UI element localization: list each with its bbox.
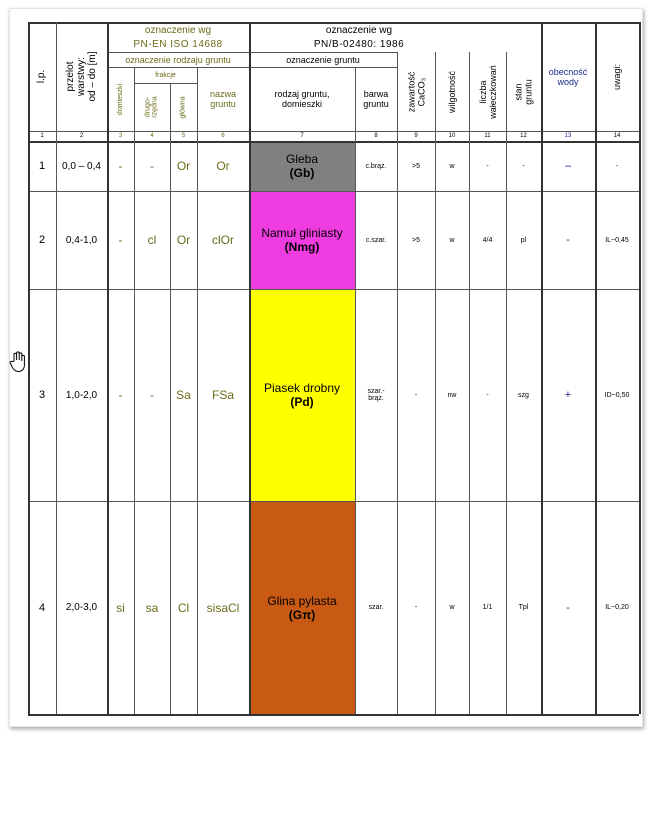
header-iso-norm: PN-EN ISO 14688 <box>133 39 223 50</box>
row-2-uwagi: IL~0,45 <box>605 236 629 244</box>
soil-name: Piasek drobny <box>263 381 341 395</box>
column-number-1: 1 <box>40 133 44 139</box>
row-1-stan: - <box>522 162 525 170</box>
header-domieszki <box>107 67 134 131</box>
row-4-glowna: Cl <box>177 600 190 615</box>
row-3-drugo: - <box>150 388 154 402</box>
table-h-rule <box>28 714 639 716</box>
header-pn-title: oznaczenie wg <box>325 24 393 36</box>
row-3-lp: 3 <box>38 389 46 401</box>
row-2-caco3: >5 <box>412 236 420 244</box>
header-drugorzedna-text: drugo- rzędna <box>145 96 159 118</box>
table-h-rule <box>28 22 639 24</box>
row-2-woda: - <box>566 234 570 246</box>
row-4-lp: 4 <box>38 601 46 614</box>
table-v-rule <box>397 52 398 714</box>
header-pn-sub: oznaczenie gruntu <box>286 54 360 65</box>
column-number-13: 13 <box>564 133 572 139</box>
row-1-woda: – <box>564 160 572 172</box>
row-2-stan: pl <box>520 236 527 244</box>
header-liczba-text: liczba wałeczkowań <box>477 64 498 119</box>
header-lp-text: l.p. <box>36 69 48 84</box>
soil-name: Namuł gliniasty <box>261 226 343 240</box>
row-4-stan: Tpl <box>518 604 529 611</box>
row-3-glowna: Sa <box>176 388 191 402</box>
table-v-rule <box>595 22 597 714</box>
column-number-12: 12 <box>520 133 527 139</box>
soil-name-cell <box>249 501 355 714</box>
row-1-dom: - <box>118 159 123 173</box>
row-4-woda: - <box>566 601 570 614</box>
table-h-rule <box>134 83 197 84</box>
column-number-6: 6 <box>221 133 225 139</box>
row-2-przelot: 0,4-1,0 <box>65 234 98 246</box>
header-zawartosc <box>397 52 435 131</box>
table-v-rule <box>56 22 57 714</box>
row-1-lp: 1 <box>38 160 46 172</box>
row-2-liczba: 4/4 <box>482 236 493 244</box>
table-h-rule <box>28 191 639 192</box>
row-1-wilg: w <box>449 162 455 170</box>
column-number-5: 5 <box>181 133 186 139</box>
row-1-barwa: c.brąz. <box>365 162 387 170</box>
row-4-barwa: szar. <box>368 604 384 611</box>
header-lp <box>28 22 56 131</box>
table-h-rule <box>107 52 249 53</box>
row-3-liczba: - <box>486 391 489 399</box>
row-3-nazwa: FSa <box>211 388 234 402</box>
header-stan-text: stan gruntu <box>513 78 534 105</box>
row-4-przelot: 2,0-3,0 <box>65 602 98 613</box>
row-2-lp: 2 <box>38 234 46 246</box>
row-3-dom: - <box>118 388 123 402</box>
header-woda: obecność wody <box>548 66 588 87</box>
header-pn-norm: PN/B-02480: 1986 <box>313 39 405 50</box>
row-4-nazwa: sisaCl <box>206 600 240 615</box>
table-v-rule <box>249 22 251 714</box>
header-przelot <box>56 22 107 131</box>
row-2-dom: - <box>118 233 123 247</box>
header-wilgotnosc-text: wilgotność <box>447 70 457 113</box>
table-h-rule <box>28 141 639 143</box>
column-number-7: 7 <box>300 133 304 139</box>
table-v-rule <box>197 67 198 714</box>
column-number-9: 9 <box>414 133 418 139</box>
soil-name-cell <box>249 289 355 501</box>
row-2-drugo: cl <box>147 233 157 247</box>
header-uwagi <box>595 22 639 131</box>
soil-code: (Nmg) <box>284 240 320 254</box>
row-1-glowna: Or <box>176 159 191 173</box>
table-v-rule <box>355 67 356 714</box>
header-glowna <box>170 83 197 131</box>
header-przelot-text: przelot warstwy: od – do [m] <box>65 51 98 102</box>
header-iso-sub: oznaczenie rodzaju gruntu <box>125 54 231 65</box>
table-v-rule <box>541 22 543 714</box>
row-1-przelot: 0,0 – 0,4 <box>62 160 101 172</box>
header-barwa: barwa gruntu <box>363 89 389 109</box>
header-domieszki-text: domieszki <box>117 83 124 115</box>
header-zawartosc-text: zawartość CaCO₃ <box>406 71 427 112</box>
header-nazwa: nazwa gruntu <box>209 89 236 109</box>
header-stan <box>506 52 541 131</box>
table-v-rule <box>170 83 171 714</box>
row-4-wilg: w <box>449 604 455 611</box>
table-v-rule <box>506 52 507 714</box>
row-3-uwagi: ID~0,50 <box>604 391 630 399</box>
column-number-10: 10 <box>448 133 456 139</box>
header-frakcje: frakcje <box>155 71 176 79</box>
header-iso-title: oznaczenie wg <box>144 24 212 36</box>
row-1-drugo: - <box>150 159 154 173</box>
soil-name: Glina pylasta <box>267 593 337 608</box>
header-liczba <box>469 52 506 131</box>
table-h-rule <box>28 131 639 132</box>
column-number-14: 14 <box>613 133 621 139</box>
table-v-rule <box>134 67 135 714</box>
row-4-uwagi: IL~0,20 <box>605 604 629 611</box>
row-4-caco3: - <box>414 604 418 611</box>
table-v-rule <box>469 52 470 714</box>
row-2-glowna: Or <box>176 233 191 247</box>
soil-code: (Gb) <box>289 166 315 180</box>
row-1-caco3: >5 <box>412 162 420 170</box>
table-v-rule <box>435 52 436 714</box>
row-3-wilg: nw <box>447 391 457 399</box>
row-2-nazwa: clOr <box>212 233 234 247</box>
row-1-nazwa: Or <box>216 159 230 173</box>
row-1-liczba: - <box>486 162 489 170</box>
row-2-wilg: w <box>449 236 455 244</box>
row-4-drugo: sa <box>145 600 159 615</box>
soil-name: Gleba <box>285 152 319 166</box>
header-drugorzedna <box>134 83 170 131</box>
row-3-stan: szg <box>518 391 529 399</box>
table-h-rule <box>28 501 639 502</box>
row-3-barwa: szar.- brąz. <box>367 388 385 402</box>
row-4-liczba: 1/1 <box>482 604 493 611</box>
row-3-przelot: 1,0-2,0 <box>65 389 98 401</box>
header-uwagi-text: uwagi: <box>611 63 622 90</box>
column-number-8: 8 <box>374 133 378 139</box>
column-number-3: 3 <box>118 133 123 139</box>
table-v-rule <box>107 22 109 714</box>
column-number-2: 2 <box>79 133 84 139</box>
soil-code: (Pd) <box>290 395 314 409</box>
soil-code: (Gπ) <box>288 607 316 622</box>
table-h-rule <box>249 52 397 53</box>
column-number-4: 4 <box>150 133 154 139</box>
soil-name-cell <box>249 191 355 289</box>
row-3-caco3: - <box>414 391 418 399</box>
header-wilgotnosc <box>435 52 469 131</box>
header-glowna-text: główna <box>180 95 187 119</box>
table-v-rule <box>639 22 641 714</box>
row-4-dom: si <box>116 600 125 615</box>
table-h-rule <box>249 67 397 68</box>
table-h-rule <box>28 289 639 290</box>
soil-name-cell <box>249 141 355 191</box>
header-rodzaj: rodzaj gruntu, domieszki <box>274 89 330 109</box>
row-3-woda: + <box>564 389 572 401</box>
table-v-rule <box>28 22 30 714</box>
row-2-barwa: c.szar. <box>365 236 387 244</box>
hand-cursor-icon <box>8 351 28 373</box>
row-1-uwagi: - <box>615 162 619 170</box>
table-h-rule <box>107 67 249 68</box>
column-number-11: 11 <box>484 133 491 139</box>
